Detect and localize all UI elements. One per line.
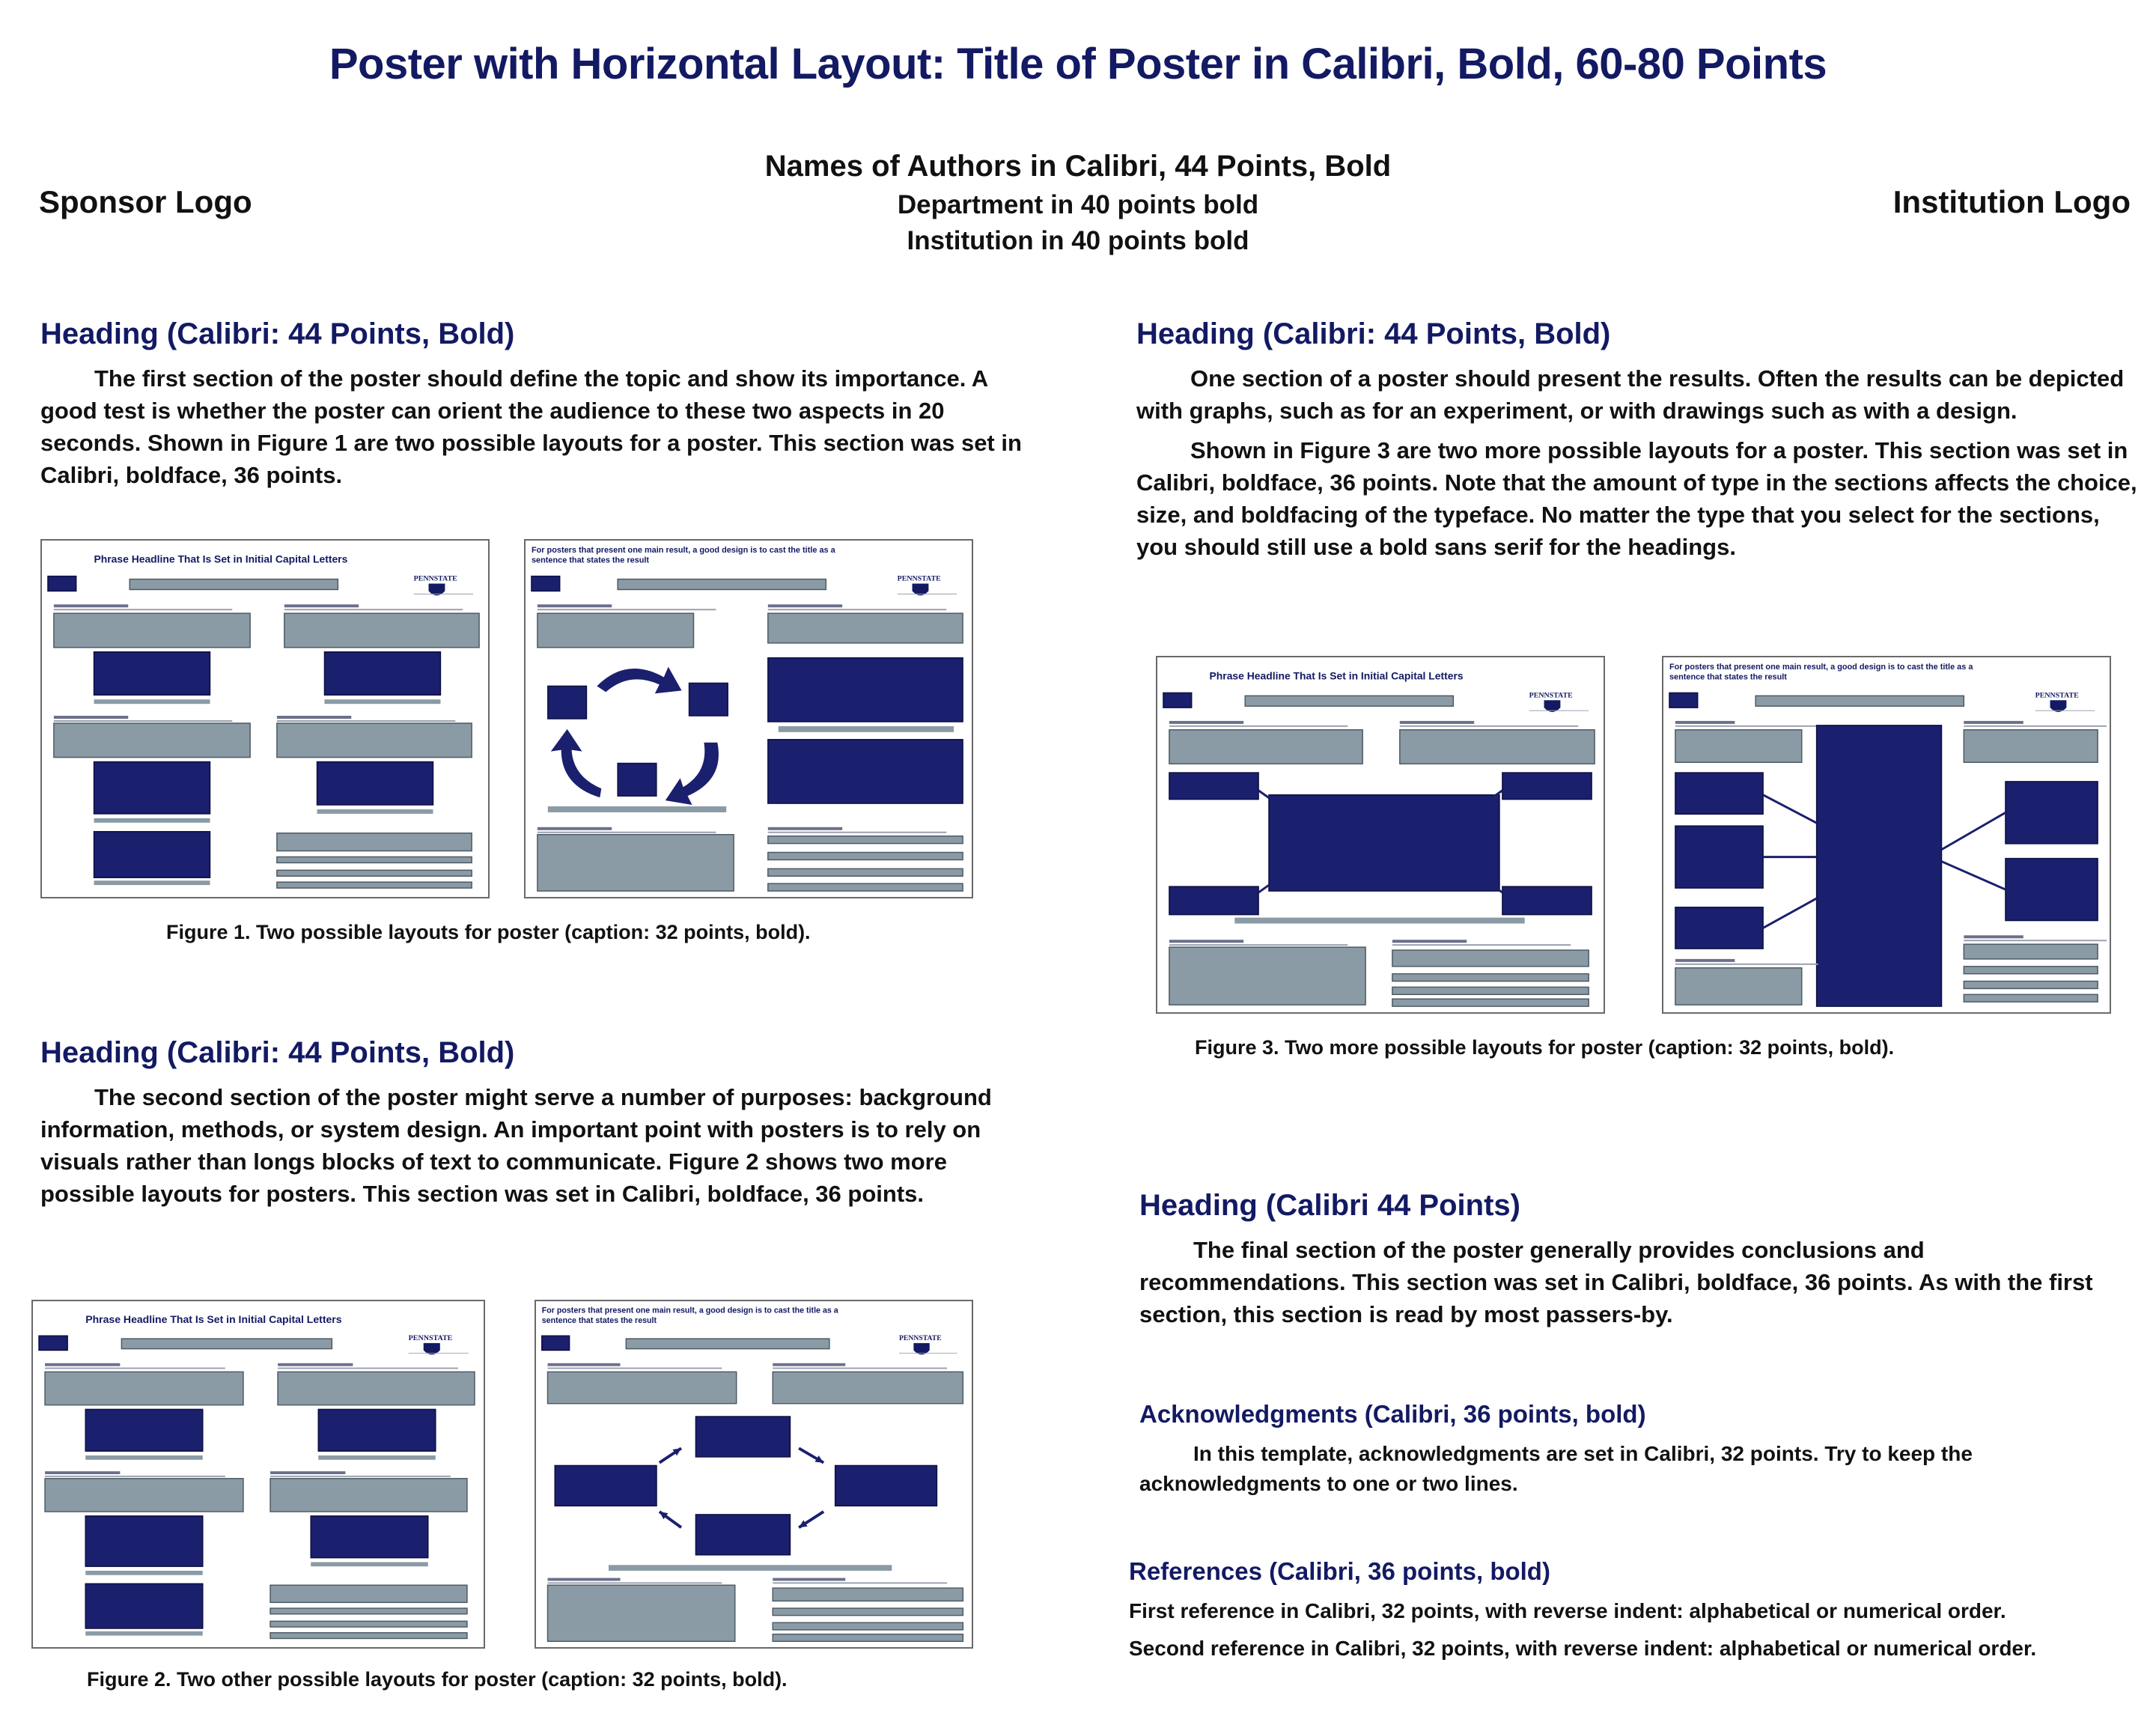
layout-rule bbox=[45, 1368, 225, 1369]
references-heading: References (Calibri, 36 points, bold) bbox=[1129, 1557, 1550, 1585]
layout-visual-block bbox=[324, 652, 440, 696]
thumb-headline: Phrase Headline That Is Set in Initial Capital Letters bbox=[85, 1314, 342, 1325]
layout-rule bbox=[773, 1582, 947, 1583]
layout-heading-bar bbox=[768, 827, 842, 830]
layout-text-block bbox=[1392, 974, 1589, 982]
layout-text-block bbox=[94, 699, 210, 704]
layout-text-block bbox=[318, 1455, 436, 1460]
layout-visual-block bbox=[1817, 725, 1942, 1006]
acknowledgments-paragraph: In this template, acknowledgments are set in Calibri, 32 points. Try to keep the acknowledgments to one or two lines. bbox=[1139, 1442, 1973, 1495]
layout-rule bbox=[54, 609, 232, 610]
layout-heading-bar bbox=[548, 1578, 621, 1581]
layout-text-block bbox=[768, 853, 963, 860]
layout-connector bbox=[1942, 862, 2006, 890]
layout-text-block bbox=[773, 1622, 963, 1630]
layout-visual-block bbox=[1163, 693, 1192, 708]
cycle-arrow-icon bbox=[551, 729, 602, 797]
layout-visual-block bbox=[695, 1515, 790, 1555]
layout-rule bbox=[1169, 725, 1348, 727]
layout-text-block bbox=[277, 723, 472, 758]
layout-text-block bbox=[284, 613, 479, 648]
layout-visual-block bbox=[85, 1516, 203, 1566]
section2-paragraph: The second section of the poster might serve a number of purposes: background information, methods, or system design. An important point with posters is to rely on visuals rather than longs blocks of text to communicate. Figure 2 shows two more possible layouts for posters. This section was set in Calibri, boldface, 36 points. bbox=[40, 1084, 992, 1207]
layout-visual-block bbox=[48, 576, 76, 591]
layout-connector bbox=[1258, 791, 1269, 798]
layout-visual-block bbox=[318, 1409, 436, 1451]
layout-visual-block bbox=[1502, 886, 1592, 915]
layout-visual-block bbox=[555, 1465, 657, 1506]
layout-heading-bar bbox=[284, 604, 359, 607]
poster-title: Poster with Horizontal Layout: Title of Poster in Calibri, Bold, 60-80 Points bbox=[329, 40, 1827, 88]
layout-text-block bbox=[270, 1633, 467, 1639]
layout-rule bbox=[284, 609, 463, 610]
institution: Institution in 40 points bold bbox=[907, 226, 1249, 255]
reference-item: First reference in Calibri, 32 points, with reverse indent: alphabetical or numerical order. bbox=[1129, 1599, 2006, 1622]
layout-visual-block bbox=[94, 652, 210, 696]
section4-paragraph: The final section of the poster generally provides conclusions and recommendations. This section was set in Calibri, boldface, 36 points. As with the first section, this section is read by most passers-by. bbox=[1139, 1237, 2093, 1327]
layout-text-block bbox=[538, 835, 734, 891]
layout-visual-block bbox=[1269, 795, 1499, 891]
layout-visual-block bbox=[1169, 886, 1258, 915]
layout-rule bbox=[277, 720, 455, 722]
layout-visual-block bbox=[1669, 693, 1698, 708]
layout-text-block bbox=[768, 883, 963, 891]
section3-paragraph-2: Shown in Figure 3 are two more possible layouts for a poster. This section was set in Calibri, boldface, 36 points. Note that the amount of type in the sections affects the choice, size, and boldfacing of the typeface. No matter the type that you select for the sections, you should still use a bold sans serif for the headings. bbox=[1136, 437, 2137, 560]
layout-text-block bbox=[1964, 982, 2098, 989]
layout-heading-bar bbox=[1400, 721, 1474, 724]
layout-text-block bbox=[277, 857, 472, 862]
layout-text-block bbox=[311, 1562, 428, 1566]
penn-state-wordmark: PENNSTATE bbox=[1529, 691, 1573, 700]
layout-text-block bbox=[54, 723, 250, 758]
layout-text-block bbox=[278, 1372, 475, 1405]
layout-text-block bbox=[54, 613, 250, 648]
layout-heading-bar bbox=[54, 604, 128, 607]
section3-heading: Heading (Calibri: 44 Points, Bold) bbox=[1136, 317, 1611, 350]
figure2-layout-b bbox=[535, 1300, 973, 1649]
layout-visual-block bbox=[1502, 773, 1592, 800]
thumb-headline: For posters that present one main result, a good design is to cast the title as a bbox=[1669, 662, 1973, 672]
layout-connector bbox=[1763, 795, 1817, 824]
layout-text-block bbox=[130, 579, 338, 590]
figure1-layout-b bbox=[524, 539, 973, 898]
layout-text-block bbox=[270, 1585, 467, 1602]
section1-paragraph: The first section of the poster should define the topic and show its importance. A good test is whether the poster can orient the audience to these two aspects in 20 seconds. Shown in Figure 1 are two possible layouts for a poster. This section was set in Calibri, boldface, 36 points. bbox=[40, 365, 1022, 488]
layout-visual-block bbox=[689, 683, 728, 716]
layout-visual-block bbox=[1675, 773, 1763, 814]
penn-state-wordmark: PENNSTATE bbox=[899, 1334, 942, 1342]
layout-heading-bar bbox=[773, 1578, 845, 1581]
layout-heading-bar bbox=[1675, 721, 1735, 724]
layout-text-block bbox=[538, 613, 694, 648]
layout-text-block bbox=[626, 1339, 829, 1348]
figure3-layout-b bbox=[1662, 656, 2111, 1014]
layout-text-block bbox=[85, 1455, 203, 1460]
layout-text-block bbox=[1392, 999, 1589, 1006]
cycle-arrow-icon bbox=[666, 743, 719, 805]
layout-visual-block bbox=[317, 762, 433, 806]
section2-body bbox=[40, 1081, 1044, 1210]
figure2-layout-a bbox=[31, 1300, 485, 1649]
layout-text-block bbox=[317, 809, 433, 814]
layout-visual-block bbox=[2006, 859, 2098, 921]
thumb-headline: sentence that states the result bbox=[531, 556, 650, 565]
section1-body bbox=[40, 362, 1044, 491]
layout-text-block bbox=[270, 1479, 467, 1512]
figure3-layout-a bbox=[1156, 656, 1605, 1014]
layout-heading-bar bbox=[773, 1363, 845, 1366]
thumb-headline: sentence that states the result bbox=[541, 1315, 657, 1325]
layout-rule bbox=[1964, 940, 2107, 941]
section4-body bbox=[1139, 1234, 2135, 1330]
reference-item: Second reference in Calibri, 32 points, with reverse indent: alphabetical or numerical order. bbox=[1129, 1637, 2037, 1660]
thumb-headline: For posters that present one main result, a good design is to cast the title as a bbox=[541, 1306, 838, 1315]
layout-text-block bbox=[1964, 967, 2098, 974]
section3-body bbox=[1136, 362, 2140, 563]
figure2-caption: Figure 2. Two other possible layouts for poster (caption: 32 points, bold). bbox=[87, 1668, 788, 1691]
layout-rule bbox=[1675, 964, 1818, 965]
layout-rule bbox=[538, 609, 716, 610]
layout-text-block bbox=[1392, 987, 1589, 994]
layout-heading-bar bbox=[45, 1471, 120, 1474]
layout-text-block bbox=[1675, 730, 1802, 762]
layout-visual-block bbox=[768, 658, 963, 722]
layout-text-block bbox=[548, 806, 726, 812]
layout-rule bbox=[1675, 725, 1818, 727]
layout-text-block bbox=[270, 1608, 467, 1614]
layout-text-block bbox=[773, 1608, 963, 1616]
layout-text-block bbox=[1169, 947, 1365, 1005]
sponsor-logo: Sponsor Logo bbox=[39, 184, 252, 219]
layout-text-block bbox=[277, 882, 472, 888]
layout-text-block bbox=[45, 1479, 243, 1512]
acknowledgments-heading: Acknowledgments (Calibri, 36 points, bold) bbox=[1139, 1400, 1646, 1428]
layout-visual-block bbox=[768, 740, 963, 803]
layout-heading-bar bbox=[1169, 721, 1243, 724]
layout-rule bbox=[1964, 725, 2107, 727]
cycle-arrow-icon bbox=[597, 667, 681, 694]
layout-heading-bar bbox=[548, 1363, 621, 1366]
layout-rule bbox=[1169, 944, 1348, 946]
penn-state-wordmark: PENNSTATE bbox=[413, 574, 457, 583]
layout-visual-block bbox=[1675, 907, 1763, 949]
institution-logo: Institution Logo bbox=[1892, 184, 2131, 219]
thumb-headline: sentence that states the result bbox=[1669, 672, 1787, 682]
section1-heading: Heading (Calibri: 44 Points, Bold) bbox=[40, 317, 515, 350]
layout-rule bbox=[773, 1368, 947, 1369]
penn-state-wordmark: PENNSTATE bbox=[2035, 691, 2079, 700]
figure3-caption: Figure 3. Two more possible layouts for poster (caption: 32 points, bold). bbox=[1195, 1036, 1895, 1059]
layout-rule bbox=[1392, 944, 1571, 946]
layout-text-block bbox=[85, 1571, 203, 1575]
layout-heading-bar bbox=[54, 716, 128, 719]
layout-rule bbox=[548, 1582, 722, 1583]
layout-text-block bbox=[1964, 994, 2098, 1002]
thumb-headline: For posters that present one main result, a good design is to cast the title as a bbox=[531, 545, 835, 555]
figure1-caption: Figure 1. Two possible layouts for poster (caption: 32 points, bold). bbox=[166, 921, 811, 943]
layout-text-block bbox=[768, 613, 963, 643]
layout-visual-block bbox=[835, 1465, 937, 1506]
layout-connector bbox=[1763, 898, 1817, 928]
layout-visual-block bbox=[311, 1516, 428, 1558]
layout-heading-bar bbox=[1675, 959, 1735, 962]
layout-text-block bbox=[121, 1339, 332, 1348]
layout-text-block bbox=[94, 818, 210, 823]
layout-visual-block bbox=[1169, 773, 1258, 800]
department: Department in 40 points bold bbox=[897, 190, 1259, 219]
layout-text-block bbox=[270, 1621, 467, 1627]
layout-text-block bbox=[773, 1372, 963, 1403]
layout-visual-block bbox=[548, 686, 587, 719]
thumb-headline: Phrase Headline That Is Set in Initial Capital Letters bbox=[94, 553, 348, 565]
layout-rule bbox=[45, 1476, 225, 1477]
layout-visual-block bbox=[618, 764, 657, 797]
layout-visual-block bbox=[85, 1409, 203, 1451]
thumb-headline: Phrase Headline That Is Set in Initial Capital Letters bbox=[1209, 669, 1464, 682]
layout-heading-bar bbox=[1964, 721, 2023, 724]
layout-text-block bbox=[85, 1631, 203, 1636]
layout-text-block bbox=[773, 1634, 963, 1642]
layout-text-block bbox=[779, 726, 954, 732]
layout-rule bbox=[54, 720, 232, 722]
layout-text-block bbox=[1964, 944, 2098, 959]
penn-state-wordmark: PENNSTATE bbox=[897, 574, 941, 583]
layout-text-block bbox=[324, 699, 440, 704]
layout-text-block bbox=[1964, 730, 2098, 762]
layout-text-block bbox=[94, 880, 210, 885]
layout-visual-block bbox=[532, 576, 560, 591]
layout-text-block bbox=[1675, 968, 1802, 1005]
layout-text-block bbox=[768, 836, 963, 844]
layout-rule bbox=[768, 832, 946, 833]
layout-text-block bbox=[773, 1588, 963, 1601]
layout-connector bbox=[1942, 812, 2006, 849]
layout-heading-bar bbox=[45, 1363, 120, 1366]
layout-visual-block bbox=[695, 1417, 790, 1457]
layout-visual-block bbox=[85, 1583, 203, 1628]
layout-rule bbox=[278, 1368, 458, 1369]
layout-text-block bbox=[277, 870, 472, 876]
layout-visual-block bbox=[1675, 826, 1763, 888]
layout-text-block bbox=[277, 833, 472, 851]
layout-visual-block bbox=[39, 1336, 67, 1350]
layout-visual-block bbox=[94, 762, 210, 814]
section2-heading: Heading (Calibri: 44 Points, Bold) bbox=[40, 1036, 515, 1069]
layout-text-block bbox=[609, 1565, 892, 1571]
layout-heading-bar bbox=[278, 1363, 353, 1366]
layout-text-block bbox=[1169, 730, 1362, 764]
layout-heading-bar bbox=[270, 1471, 345, 1474]
layout-rule bbox=[538, 832, 716, 833]
layout-heading-bar bbox=[1169, 940, 1243, 943]
layout-heading-bar bbox=[1964, 935, 2023, 938]
layout-visual-block bbox=[94, 832, 210, 877]
layout-rule bbox=[768, 609, 946, 610]
layout-text-block bbox=[548, 1585, 735, 1641]
layout-heading-bar bbox=[1392, 940, 1467, 943]
penn-state-wordmark: PENNSTATE bbox=[408, 1334, 453, 1342]
layout-heading-bar bbox=[768, 604, 842, 607]
layout-text-block bbox=[1245, 696, 1453, 706]
layout-text-block bbox=[1755, 696, 1964, 706]
layout-heading-bar bbox=[538, 604, 612, 607]
layout-rule bbox=[1400, 725, 1578, 727]
authors: Names of Authors in Calibri, 44 Points, Bold bbox=[764, 150, 1392, 183]
layout-heading-bar bbox=[277, 716, 351, 719]
layout-rule bbox=[270, 1476, 451, 1477]
section3-paragraph-1: One section of a poster should present the results. Often the results can be depicted with graphs, such as for an experiment, or with drawings such as with a design. bbox=[1136, 365, 2125, 424]
layout-text-block bbox=[1392, 950, 1589, 967]
layout-visual-block bbox=[542, 1336, 570, 1350]
layout-visual-block bbox=[2006, 782, 2098, 844]
layout-text-block bbox=[1400, 730, 1595, 764]
layout-text-block bbox=[618, 579, 826, 590]
layout-text-block bbox=[1234, 918, 1524, 924]
section4-heading: Heading (Calibri 44 Points) bbox=[1139, 1189, 1520, 1222]
layout-connector bbox=[1258, 885, 1269, 892]
layout-text-block bbox=[548, 1372, 737, 1403]
layout-rule bbox=[548, 1368, 722, 1369]
layout-text-block bbox=[45, 1372, 243, 1405]
layout-text-block bbox=[768, 868, 963, 876]
acknowledgments-body bbox=[1139, 1439, 2023, 1499]
figure1-layout-a bbox=[40, 539, 490, 898]
layout-heading-bar bbox=[538, 827, 612, 830]
